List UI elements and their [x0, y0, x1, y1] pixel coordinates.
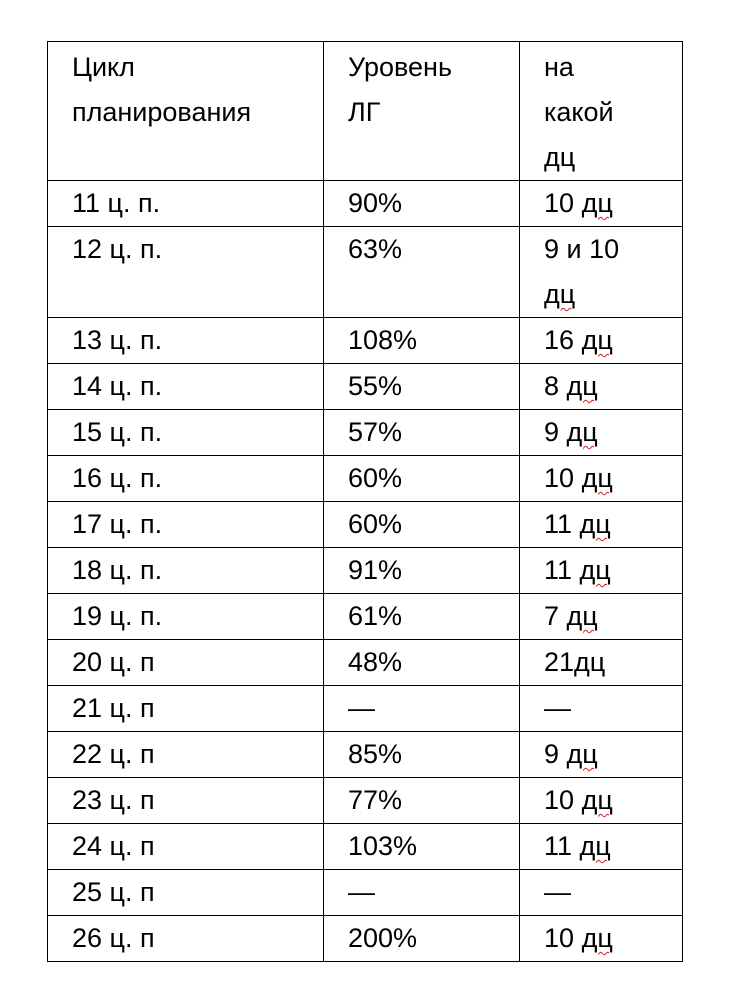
dc-number: 11: [544, 555, 573, 585]
dc-number: 10: [544, 463, 575, 493]
dc-number: 10: [544, 785, 575, 815]
dc-cell: [520, 778, 683, 824]
lh-level-cell: 60%: [324, 456, 520, 502]
table-row: [48, 502, 683, 548]
header-cycle-label: Цикл планирования: [72, 52, 252, 127]
dc-number: —: [544, 877, 571, 907]
dc-number: 16: [544, 325, 575, 355]
dc-unit: дц: [566, 371, 598, 401]
cycle-table: [47, 41, 683, 962]
lh-level-cell: 77%: [324, 778, 520, 824]
table-header: [48, 42, 683, 181]
dc-number: 9: [544, 739, 560, 769]
dc-cell: [520, 686, 683, 732]
dc-cell: [520, 456, 683, 502]
table-row: [48, 410, 683, 456]
table-row: [48, 364, 683, 410]
dc-cell: [520, 318, 683, 364]
table-row: [48, 824, 683, 870]
table-row: [48, 778, 683, 824]
cycle-cell: 14 ц. п.: [48, 364, 324, 410]
dc-cell: [520, 227, 683, 318]
cycle-cell: 13 ц. п.: [48, 318, 324, 364]
dc-unit: дц: [566, 739, 598, 769]
cycle-cell: 12 ц. п.: [48, 227, 324, 318]
dc-cell: [520, 732, 683, 778]
dc-cell: [520, 410, 683, 456]
dc-unit: дц: [581, 463, 613, 493]
dc-cell: [520, 502, 683, 548]
header-cycle: [48, 42, 324, 181]
cycle-cell: 11 ц. п.: [48, 181, 324, 227]
lh-level-cell: 61%: [324, 594, 520, 640]
cycle-cell: 15 ц. п.: [48, 410, 324, 456]
dc-cell: [520, 364, 683, 410]
cycle-cell: 26 ц. п: [48, 916, 324, 962]
table-row: [48, 916, 683, 962]
table-row: [48, 548, 683, 594]
table-row: [48, 181, 683, 227]
dc-unit: дц: [544, 279, 576, 309]
dc-number: 10: [544, 188, 575, 218]
lh-level-cell: —: [324, 870, 520, 916]
dc-number: 11: [544, 509, 573, 539]
dc-number: 9: [544, 417, 560, 447]
dc-cell: [520, 640, 683, 686]
header-lh-level-label: Уровень ЛГ: [348, 52, 453, 127]
cycle-cell: 17 ц. п.: [48, 502, 324, 548]
table-row: [48, 686, 683, 732]
lh-level-cell: 57%: [324, 410, 520, 456]
cycle-cell: 21 ц. п: [48, 686, 324, 732]
dc-unit: дц: [566, 417, 598, 447]
dc-unit: дц: [579, 831, 611, 861]
table-row: [48, 640, 683, 686]
cycle-cell: 24 ц. п: [48, 824, 324, 870]
cycle-cell: 18 ц. п.: [48, 548, 324, 594]
dc-unit: дц: [581, 325, 613, 355]
dc-unit: дц: [581, 188, 613, 218]
table-row: [48, 456, 683, 502]
table-row: [48, 732, 683, 778]
dc-cell: [520, 548, 683, 594]
cycle-cell: 22 ц. п: [48, 732, 324, 778]
dc-cell: [520, 824, 683, 870]
dc-cell: [520, 181, 683, 227]
table-row: [48, 594, 683, 640]
lh-level-cell: 85%: [324, 732, 520, 778]
cycle-cell: 25 ц. п: [48, 870, 324, 916]
lh-level-cell: 60%: [324, 502, 520, 548]
header-row: [48, 42, 683, 181]
dc-unit: дц: [581, 785, 613, 815]
dc-unit: дц: [579, 509, 611, 539]
lh-level-cell: 63%: [324, 227, 520, 318]
lh-level-cell: —: [324, 686, 520, 732]
lh-level-cell: 55%: [324, 364, 520, 410]
cycle-cell: 19 ц. п.: [48, 594, 324, 640]
dc-number: —: [544, 693, 571, 723]
lh-level-cell: 200%: [324, 916, 520, 962]
table-row: [48, 318, 683, 364]
table-row: [48, 227, 683, 318]
table-body: [48, 181, 683, 962]
cycle-cell: 16 ц. п.: [48, 456, 324, 502]
dc-number: 9 и 10: [544, 234, 620, 264]
dc-number: 8: [544, 371, 560, 401]
dc-number: 11: [544, 831, 573, 861]
dc-cell: [520, 870, 683, 916]
dc-number: 21дц: [544, 647, 606, 677]
dc-unit: дц: [566, 601, 598, 631]
dc-number: 10: [544, 923, 575, 953]
dc-unit: дц: [581, 923, 613, 953]
lh-level-cell: 108%: [324, 318, 520, 364]
header-which-dc-label: на какой дц: [544, 52, 614, 172]
cycle-cell: 23 ц. п: [48, 778, 324, 824]
lh-level-cell: 48%: [324, 640, 520, 686]
lh-level-cell: 91%: [324, 548, 520, 594]
dc-cell: [520, 594, 683, 640]
lh-level-cell: 90%: [324, 181, 520, 227]
lh-level-cell: 103%: [324, 824, 520, 870]
table-row: [48, 870, 683, 916]
cycle-cell: 20 ц. п: [48, 640, 324, 686]
dc-unit: дц: [579, 555, 611, 585]
header-which-dc: [520, 42, 683, 181]
dc-cell: [520, 916, 683, 962]
dc-number: 7: [544, 601, 560, 631]
header-lh-level: [324, 42, 520, 181]
